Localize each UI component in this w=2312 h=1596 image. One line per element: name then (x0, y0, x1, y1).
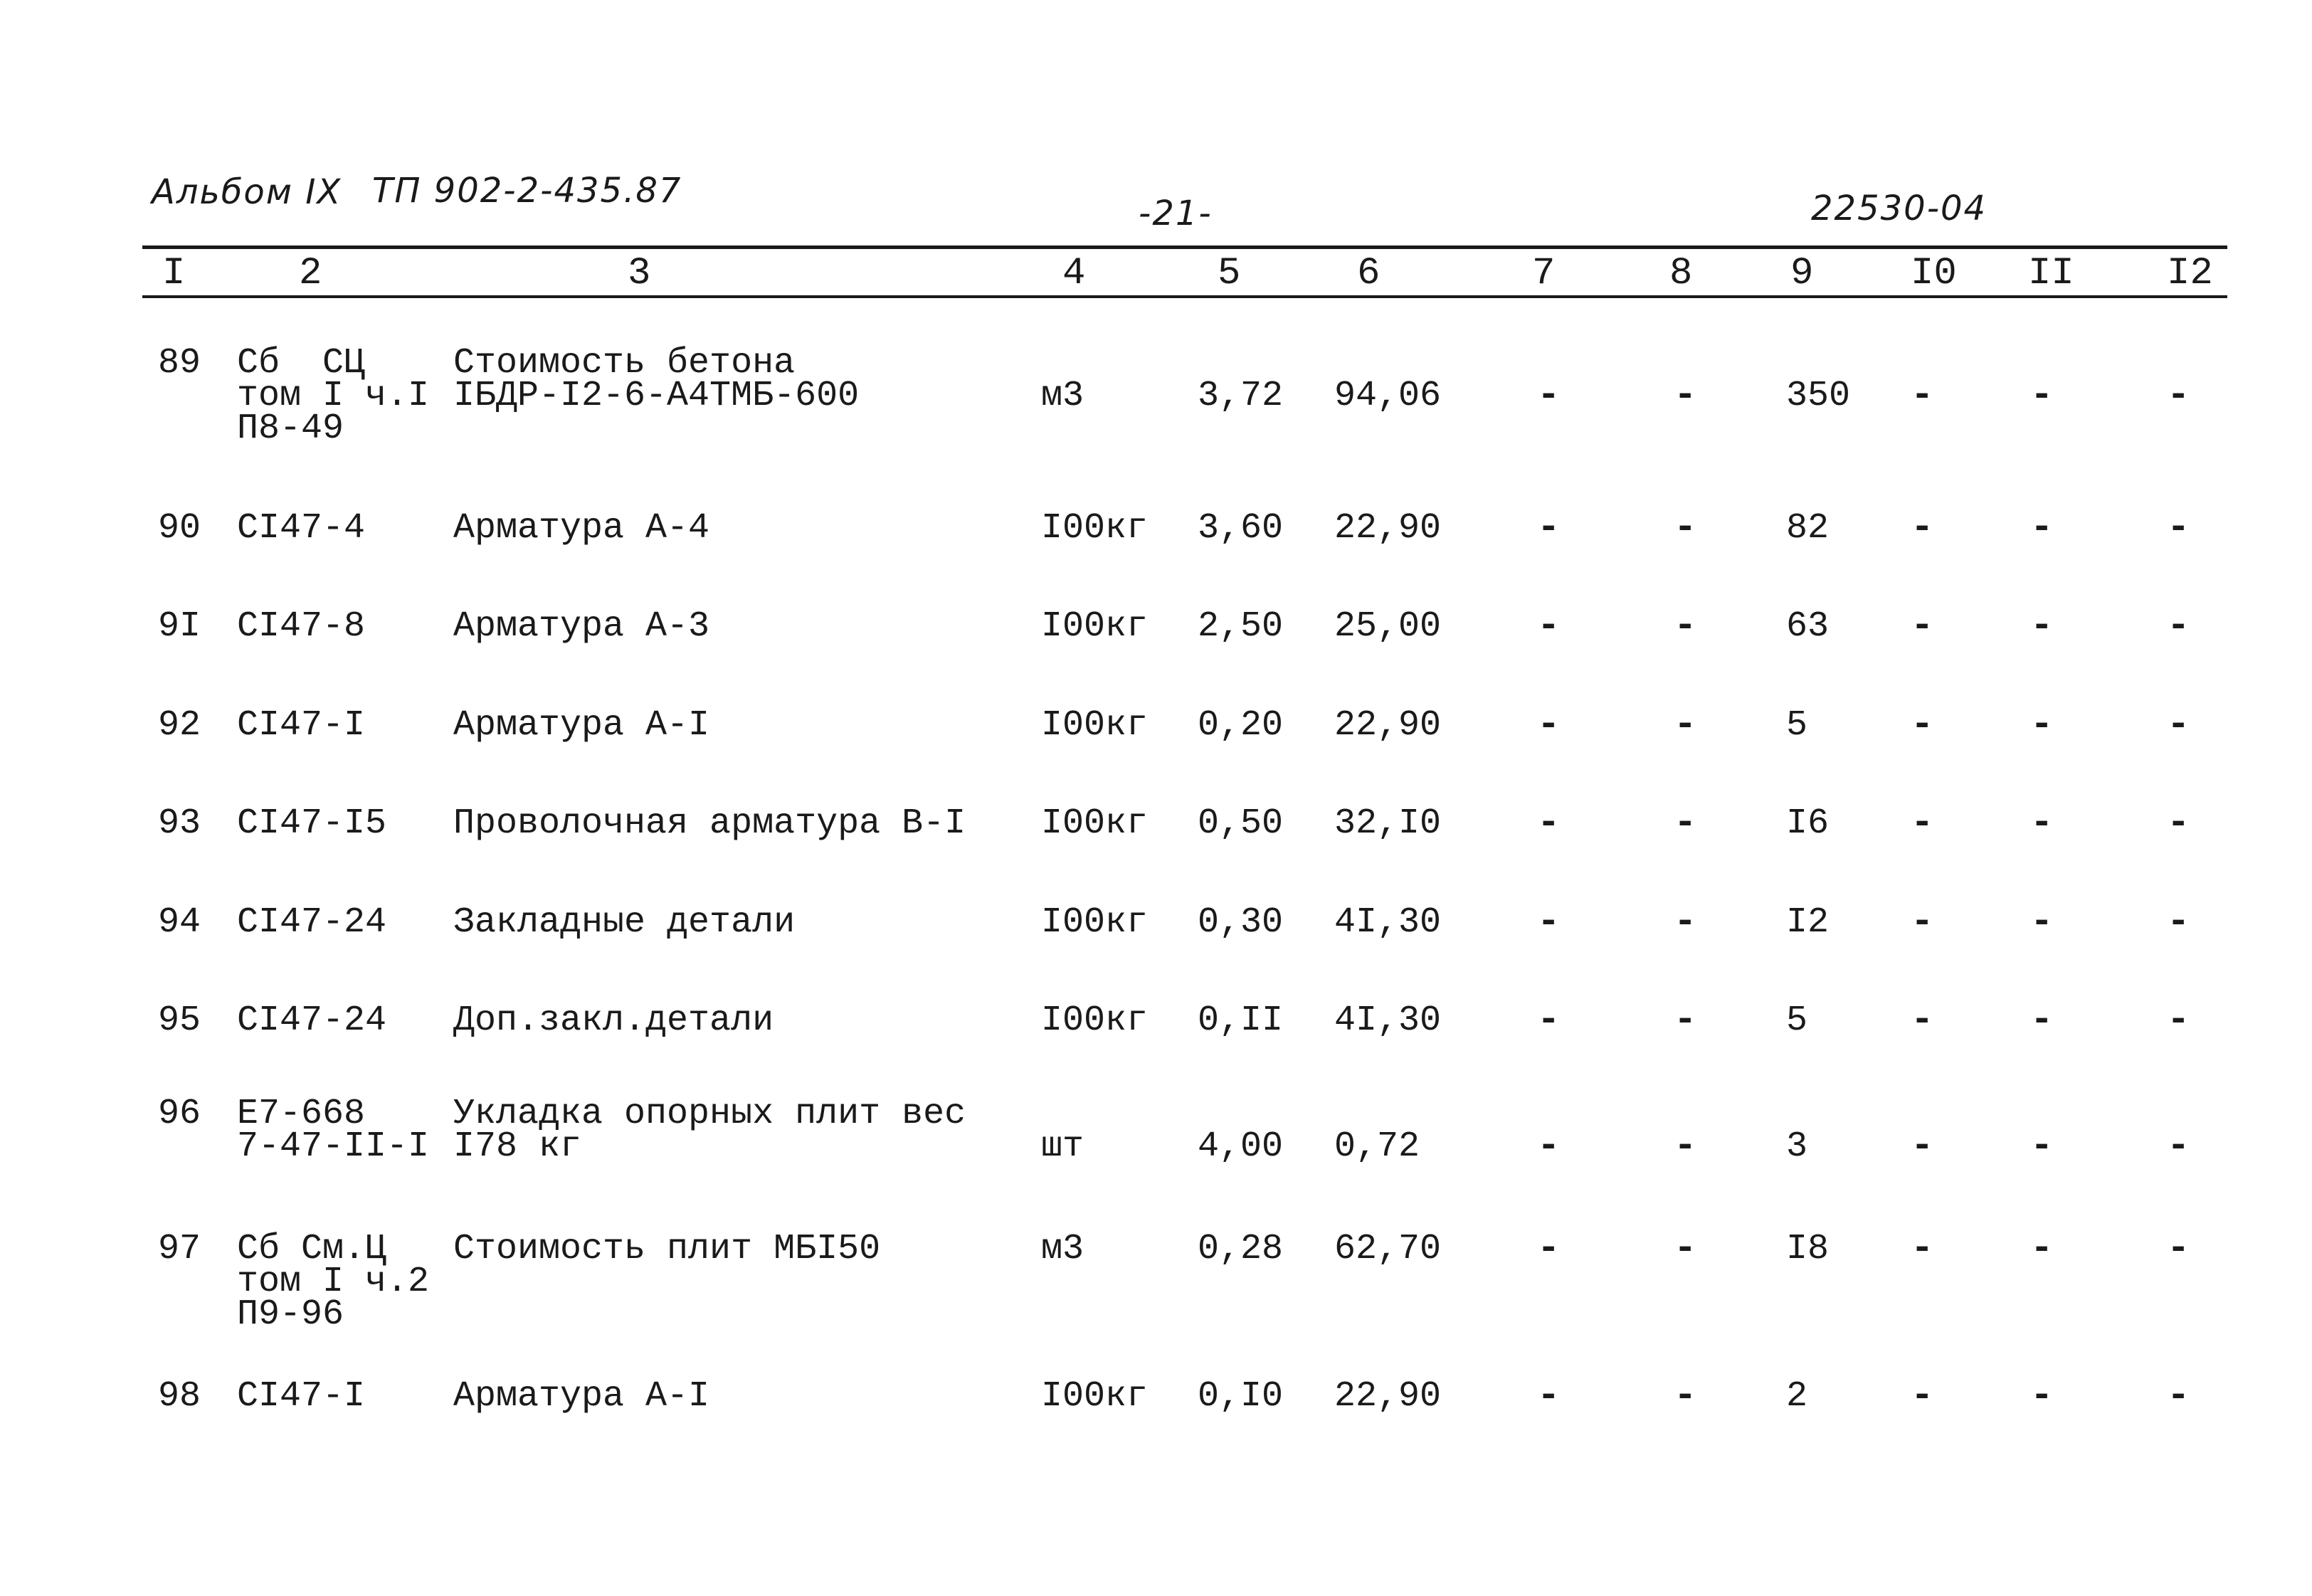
row-number: 95 (158, 1000, 201, 1041)
empty-dash: - (1537, 1227, 1561, 1271)
column-number: 5 (1218, 252, 1241, 295)
column-9-value: I2 (1786, 902, 1830, 943)
empty-dash: - (1537, 605, 1561, 648)
empty-dash: - (1674, 507, 1697, 550)
column-9-value: 5 (1786, 705, 1808, 746)
unit-price: 62,70 (1334, 1229, 1442, 1269)
empty-dash: - (1911, 704, 1934, 747)
empty-dash: - (1537, 1375, 1561, 1418)
column-number: II (2028, 252, 2074, 295)
unit-of-measure: шт (1041, 1126, 1084, 1167)
quantity: 0,20 (1198, 705, 1284, 746)
empty-dash: - (1911, 507, 1934, 550)
unit-price: 32,I0 (1334, 803, 1442, 844)
empty-dash: - (1674, 999, 1697, 1042)
column-number: 8 (1669, 252, 1693, 295)
quantity: 0,28 (1198, 1229, 1284, 1269)
work-name: Арматура А-I (453, 705, 710, 746)
empty-dash: - (2167, 605, 2190, 648)
column-number: 6 (1357, 252, 1381, 295)
empty-dash: - (1537, 802, 1561, 845)
empty-dash: - (1674, 1125, 1697, 1168)
column-number: I (162, 252, 186, 295)
row-number: 9I (158, 606, 201, 647)
empty-dash: - (1674, 802, 1697, 845)
row-number: 90 (158, 508, 201, 549)
quantity: 3,60 (1198, 508, 1284, 549)
empty-dash: - (1911, 605, 1934, 648)
row-number: 93 (158, 803, 201, 844)
work-name: Укладка опорных плит вес I78 кг (453, 1094, 966, 1167)
column-number: I2 (2167, 252, 2213, 295)
unit-price: 94,06 (1334, 376, 1442, 416)
work-name: Арматура А-I (453, 1376, 710, 1417)
empty-dash: - (1911, 901, 1934, 944)
column-9-value: 350 (1786, 376, 1851, 416)
column-9-value: I6 (1786, 803, 1830, 844)
unit-of-measure: м3 (1041, 1229, 1084, 1269)
empty-dash: - (2030, 1227, 2054, 1271)
empty-dash: - (2167, 704, 2190, 747)
empty-dash: - (1674, 1227, 1697, 1271)
column-9-value: 3 (1786, 1126, 1808, 1167)
column-9-value: I8 (1786, 1229, 1830, 1269)
column-number: 3 (628, 252, 651, 295)
unit-of-measure: I00кг (1041, 1376, 1149, 1417)
empty-dash: - (1537, 999, 1561, 1042)
work-name: Арматура А-3 (453, 606, 710, 647)
empty-dash: - (2030, 507, 2054, 550)
empty-dash: - (1911, 999, 1934, 1042)
column-9-value: 82 (1786, 508, 1830, 549)
norm-code: CI47-I5 (237, 803, 387, 844)
unit-price: 22,90 (1334, 1376, 1442, 1417)
column-number: 4 (1062, 252, 1086, 295)
album-label: Альбом IX (152, 172, 342, 212)
quantity: 0,30 (1198, 902, 1284, 943)
work-name: Стоимость бетона IБДР-I2-6-А4ТМБ-600 (453, 343, 860, 416)
work-name: Стоимость плит МБI50 (453, 1229, 881, 1269)
empty-dash: - (1674, 704, 1697, 747)
empty-dash: - (2030, 999, 2054, 1042)
empty-dash: - (1537, 704, 1561, 747)
norm-code: Сб См.Ц том I ч.2 П9-96 (237, 1229, 430, 1335)
empty-dash: - (2167, 1125, 2190, 1168)
empty-dash: - (2030, 901, 2054, 944)
work-name: Проволочная арматура В-I (453, 803, 966, 844)
page-number: -21- (1139, 194, 1213, 233)
unit-of-measure: м3 (1041, 376, 1084, 416)
quantity: 0,I0 (1198, 1376, 1284, 1417)
unit-of-measure: I00кг (1041, 705, 1149, 746)
empty-dash: - (1537, 1125, 1561, 1168)
quantity: 2,50 (1198, 606, 1284, 647)
empty-dash: - (1674, 605, 1697, 648)
unit-price: 4I,30 (1334, 1000, 1442, 1041)
row-number: 94 (158, 902, 201, 943)
quantity: 4,00 (1198, 1126, 1284, 1167)
empty-dash: - (1911, 374, 1934, 418)
empty-dash: - (2030, 1375, 2054, 1418)
quantity: 0,50 (1198, 803, 1284, 844)
work-name: Арматура А-4 (453, 508, 710, 549)
quantity: 0,II (1198, 1000, 1284, 1041)
empty-dash: - (1911, 1375, 1934, 1418)
work-name: Доп.закл.детали (453, 1000, 774, 1041)
unit-price: 4I,30 (1334, 902, 1442, 943)
row-number: 92 (158, 705, 201, 746)
empty-dash: - (1674, 374, 1697, 418)
quantity: 3,72 (1198, 376, 1284, 416)
work-name: Закладные детали (453, 902, 796, 943)
empty-dash: - (2030, 802, 2054, 845)
column-number: 9 (1790, 252, 1814, 295)
empty-dash: - (1911, 1227, 1934, 1271)
column-number: 7 (1532, 252, 1556, 295)
empty-dash: - (2030, 704, 2054, 747)
norm-code: Е7-668 7-47-II-I (237, 1094, 430, 1167)
empty-dash: - (1674, 901, 1697, 944)
empty-dash: - (1537, 901, 1561, 944)
empty-dash: - (2030, 605, 2054, 648)
norm-code: CI47-I (237, 1376, 366, 1417)
column-number: 2 (299, 252, 322, 295)
norm-code: CI47-24 (237, 902, 387, 943)
unit-price: 0,72 (1334, 1126, 1420, 1167)
project-number: ТП 902-2-435.87 (372, 171, 682, 211)
column-9-value: 63 (1786, 606, 1830, 647)
row-number: 96 (158, 1094, 201, 1134)
empty-dash: - (2167, 507, 2190, 550)
empty-dash: - (2167, 802, 2190, 845)
unit-price: 22,90 (1334, 508, 1442, 549)
norm-code: CI47-I (237, 705, 366, 746)
empty-dash: - (2167, 901, 2190, 944)
unit-of-measure: I00кг (1041, 606, 1149, 647)
unit-of-measure: I00кг (1041, 1000, 1149, 1041)
empty-dash: - (2167, 374, 2190, 418)
empty-dash: - (1911, 802, 1934, 845)
unit-of-measure: I00кг (1041, 803, 1149, 844)
column-9-value: 2 (1786, 1376, 1808, 1417)
empty-dash: - (2030, 1125, 2054, 1168)
document-code: 22530-04 (1811, 189, 1988, 228)
empty-dash: - (1537, 374, 1561, 418)
column-number: I0 (1911, 252, 1957, 295)
empty-dash: - (1674, 1375, 1697, 1418)
empty-dash: - (2167, 1227, 2190, 1271)
unit-price: 25,00 (1334, 606, 1442, 647)
norm-code: CI47-4 (237, 508, 366, 549)
empty-dash: - (1537, 507, 1561, 550)
column-9-value: 5 (1786, 1000, 1808, 1041)
empty-dash: - (2030, 374, 2054, 418)
empty-dash: - (2167, 999, 2190, 1042)
norm-code: CI47-8 (237, 606, 366, 647)
unit-of-measure: I00кг (1041, 902, 1149, 943)
row-number: 97 (158, 1229, 201, 1269)
norm-code: Сб СЦ том I ч.I П8-49 (237, 343, 430, 449)
empty-dash: - (2167, 1375, 2190, 1418)
norm-code: CI47-24 (237, 1000, 387, 1041)
row-number: 98 (158, 1376, 201, 1417)
row-number: 89 (158, 343, 201, 384)
empty-dash: - (1911, 1125, 1934, 1168)
unit-price: 22,90 (1334, 705, 1442, 746)
unit-of-measure: I00кг (1041, 508, 1149, 549)
